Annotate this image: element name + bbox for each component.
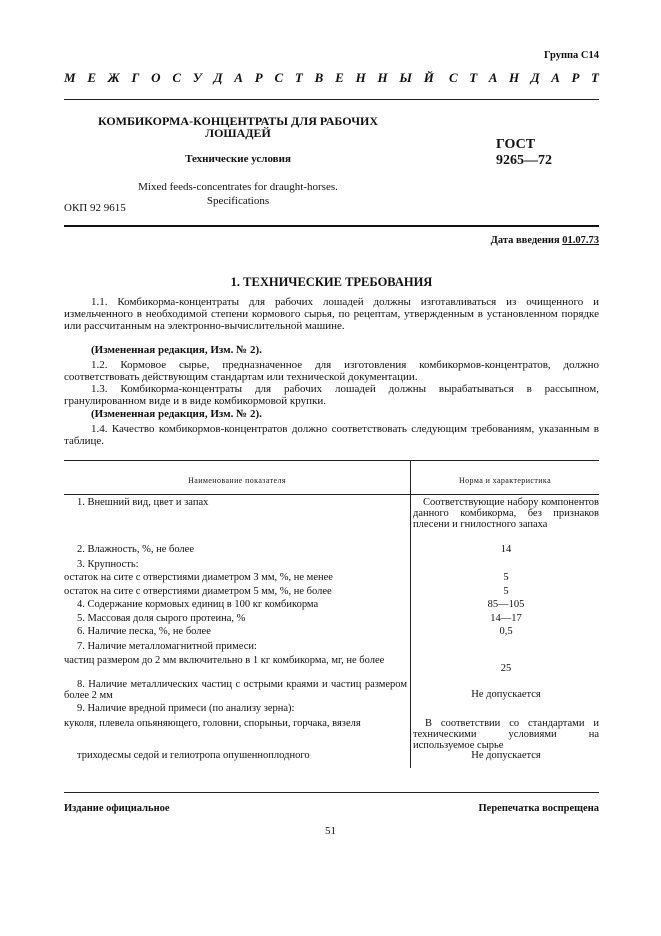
title-rule	[64, 225, 599, 227]
table-cell-value: 14—17	[490, 613, 522, 624]
table-cell-name: 6. Наличие песка, %, не более	[77, 626, 211, 637]
table-cell-name: остаток на сите с отверстиями диаметром 3 мм, %, не менее	[64, 572, 333, 583]
table-header-rule	[64, 494, 599, 495]
english-title-line2: Specifications	[206, 195, 270, 207]
standard-banner	[64, 70, 599, 86]
table-cell-value: 14	[500, 544, 512, 555]
table-cell-value: 25	[500, 663, 512, 674]
table-cell-name: остаток на сите с отверстиями диаметром 5 мм, %, не более	[64, 586, 332, 597]
document-subtitle: Технические условия	[185, 153, 291, 165]
page-number: 51	[325, 825, 336, 837]
group-code: Группа С14	[543, 50, 599, 61]
table-cell-value: 85—105	[487, 599, 525, 610]
intro-date-value: 01.07.73	[562, 235, 599, 246]
title-line2: ЛОШАДЕЙ	[205, 126, 271, 140]
paragraph-1-1-note: (Измененная редакция, Изм. № 2).	[91, 344, 262, 356]
table-column-divider	[410, 460, 411, 768]
gost-number: 9265—72	[496, 153, 552, 168]
title-line1: КОМБИКОРМА-КОНЦЕНТРАТЫ ДЛЯ РАБОЧИХ	[97, 114, 379, 128]
paragraph-1-3-note: (Измененная редакция, Изм. № 2).	[91, 408, 262, 420]
table-cell-value: 5	[503, 572, 509, 583]
table-cell-name: 1. Внешний вид, цвет и запах	[77, 497, 209, 508]
table-cell-value: В соответствии со стандартами и техническими условиями на используемое сырье	[413, 718, 599, 751]
table-cell-value: Не допускается	[471, 689, 541, 700]
table-cell-value: 5	[503, 586, 509, 597]
header-rule	[64, 99, 599, 100]
table-cell-name: 5. Массовая доля сырого протеина, %	[77, 613, 246, 624]
paragraph-1-2: 1.2. Кормовое сырье, предназначенное для изготовления комбикормов-концентратов, должно соответствовать действующим стандартам или технической документации.	[64, 359, 599, 383]
footer-reprint-notice: Перепечатка воспрещена	[478, 803, 599, 814]
section-title: 1. ТЕХНИЧЕСКИЕ ТРЕБОВАНИЯ	[230, 275, 433, 289]
paragraph-1-3: 1.3. Комбикорма-концентраты для рабочих лошадей должны вырабатываться в рассыпном, гранулированном виде и в виде комбикормовой крупки.	[64, 383, 599, 407]
english-title-line1: Mixed feeds-concentrates for draught-horses.	[138, 181, 338, 193]
table-cell-name: 2. Влажность, %, не более	[77, 544, 194, 555]
table-header-name: Наименование показателя	[188, 476, 286, 485]
gost-designation	[496, 137, 552, 169]
footer-official-edition: Издание официальное	[64, 803, 170, 814]
english-title	[110, 180, 366, 208]
footer-rule	[64, 792, 599, 793]
table-header-value: Норма и характеристика	[458, 476, 552, 485]
table-cell-name: 3. Крупность:	[77, 559, 139, 570]
table-cell-value: 0,5	[499, 626, 513, 637]
table-cell-value: Не допускается	[471, 750, 541, 761]
table-cell-name: 7. Наличие металломагнитной примеси:	[77, 641, 257, 652]
table-cell-name: 4. Содержание кормовых единиц в 100 кг комбикорма	[77, 599, 319, 610]
gost-label: ГОСТ	[496, 137, 536, 152]
intro-date-label: Дата введения	[490, 235, 560, 246]
table-cell-name: триходесмы седой и гелиотропа опушенноплодного	[77, 750, 310, 761]
table-cell-value: Соответствующие набору компонентов данного комбикорма, без признаков плесени и гнилостного запаха	[413, 497, 599, 530]
paragraph-1-1: 1.1. Комбикорма-концентраты для рабочих лошадей должны изготавливаться из очищенного и измельченного в необходимой степени кормового сырья, по рецептам, утвержденным в установленном порядке или рассчитанным на электронно-вычислительной машине.	[64, 296, 599, 332]
banner-word-standard: С Т А Н Д А Р Т	[449, 70, 599, 85]
table-top-rule	[64, 460, 599, 461]
introduction-date	[491, 235, 599, 246]
document-title	[88, 115, 388, 139]
table-cell-name: куколя, плевела опьяняющего, головни, спорыньи, горчака, вязеля	[64, 718, 361, 729]
table-cell-name: 8. Наличие металлических частиц с острыми краями и частиц размером более 2 мм	[64, 679, 407, 701]
paragraph-1-4: 1.4. Качество комбикормов-концентратов должно соответствовать следующим требованиям, указанным в таблице.	[64, 423, 599, 447]
table-cell-name: 9. Наличие вредной примеси (по анализу зерна):	[77, 703, 295, 714]
banner-word-interstate: М Е Ж Г О С У Д А Р С Т В Е Н Н Ы Й	[64, 70, 434, 85]
table-cell-name: частиц размером до 2 мм включительно в 1 кг комбикорма, мг, не более	[64, 655, 385, 666]
okp-code: ОКП 92 9615	[64, 202, 126, 214]
